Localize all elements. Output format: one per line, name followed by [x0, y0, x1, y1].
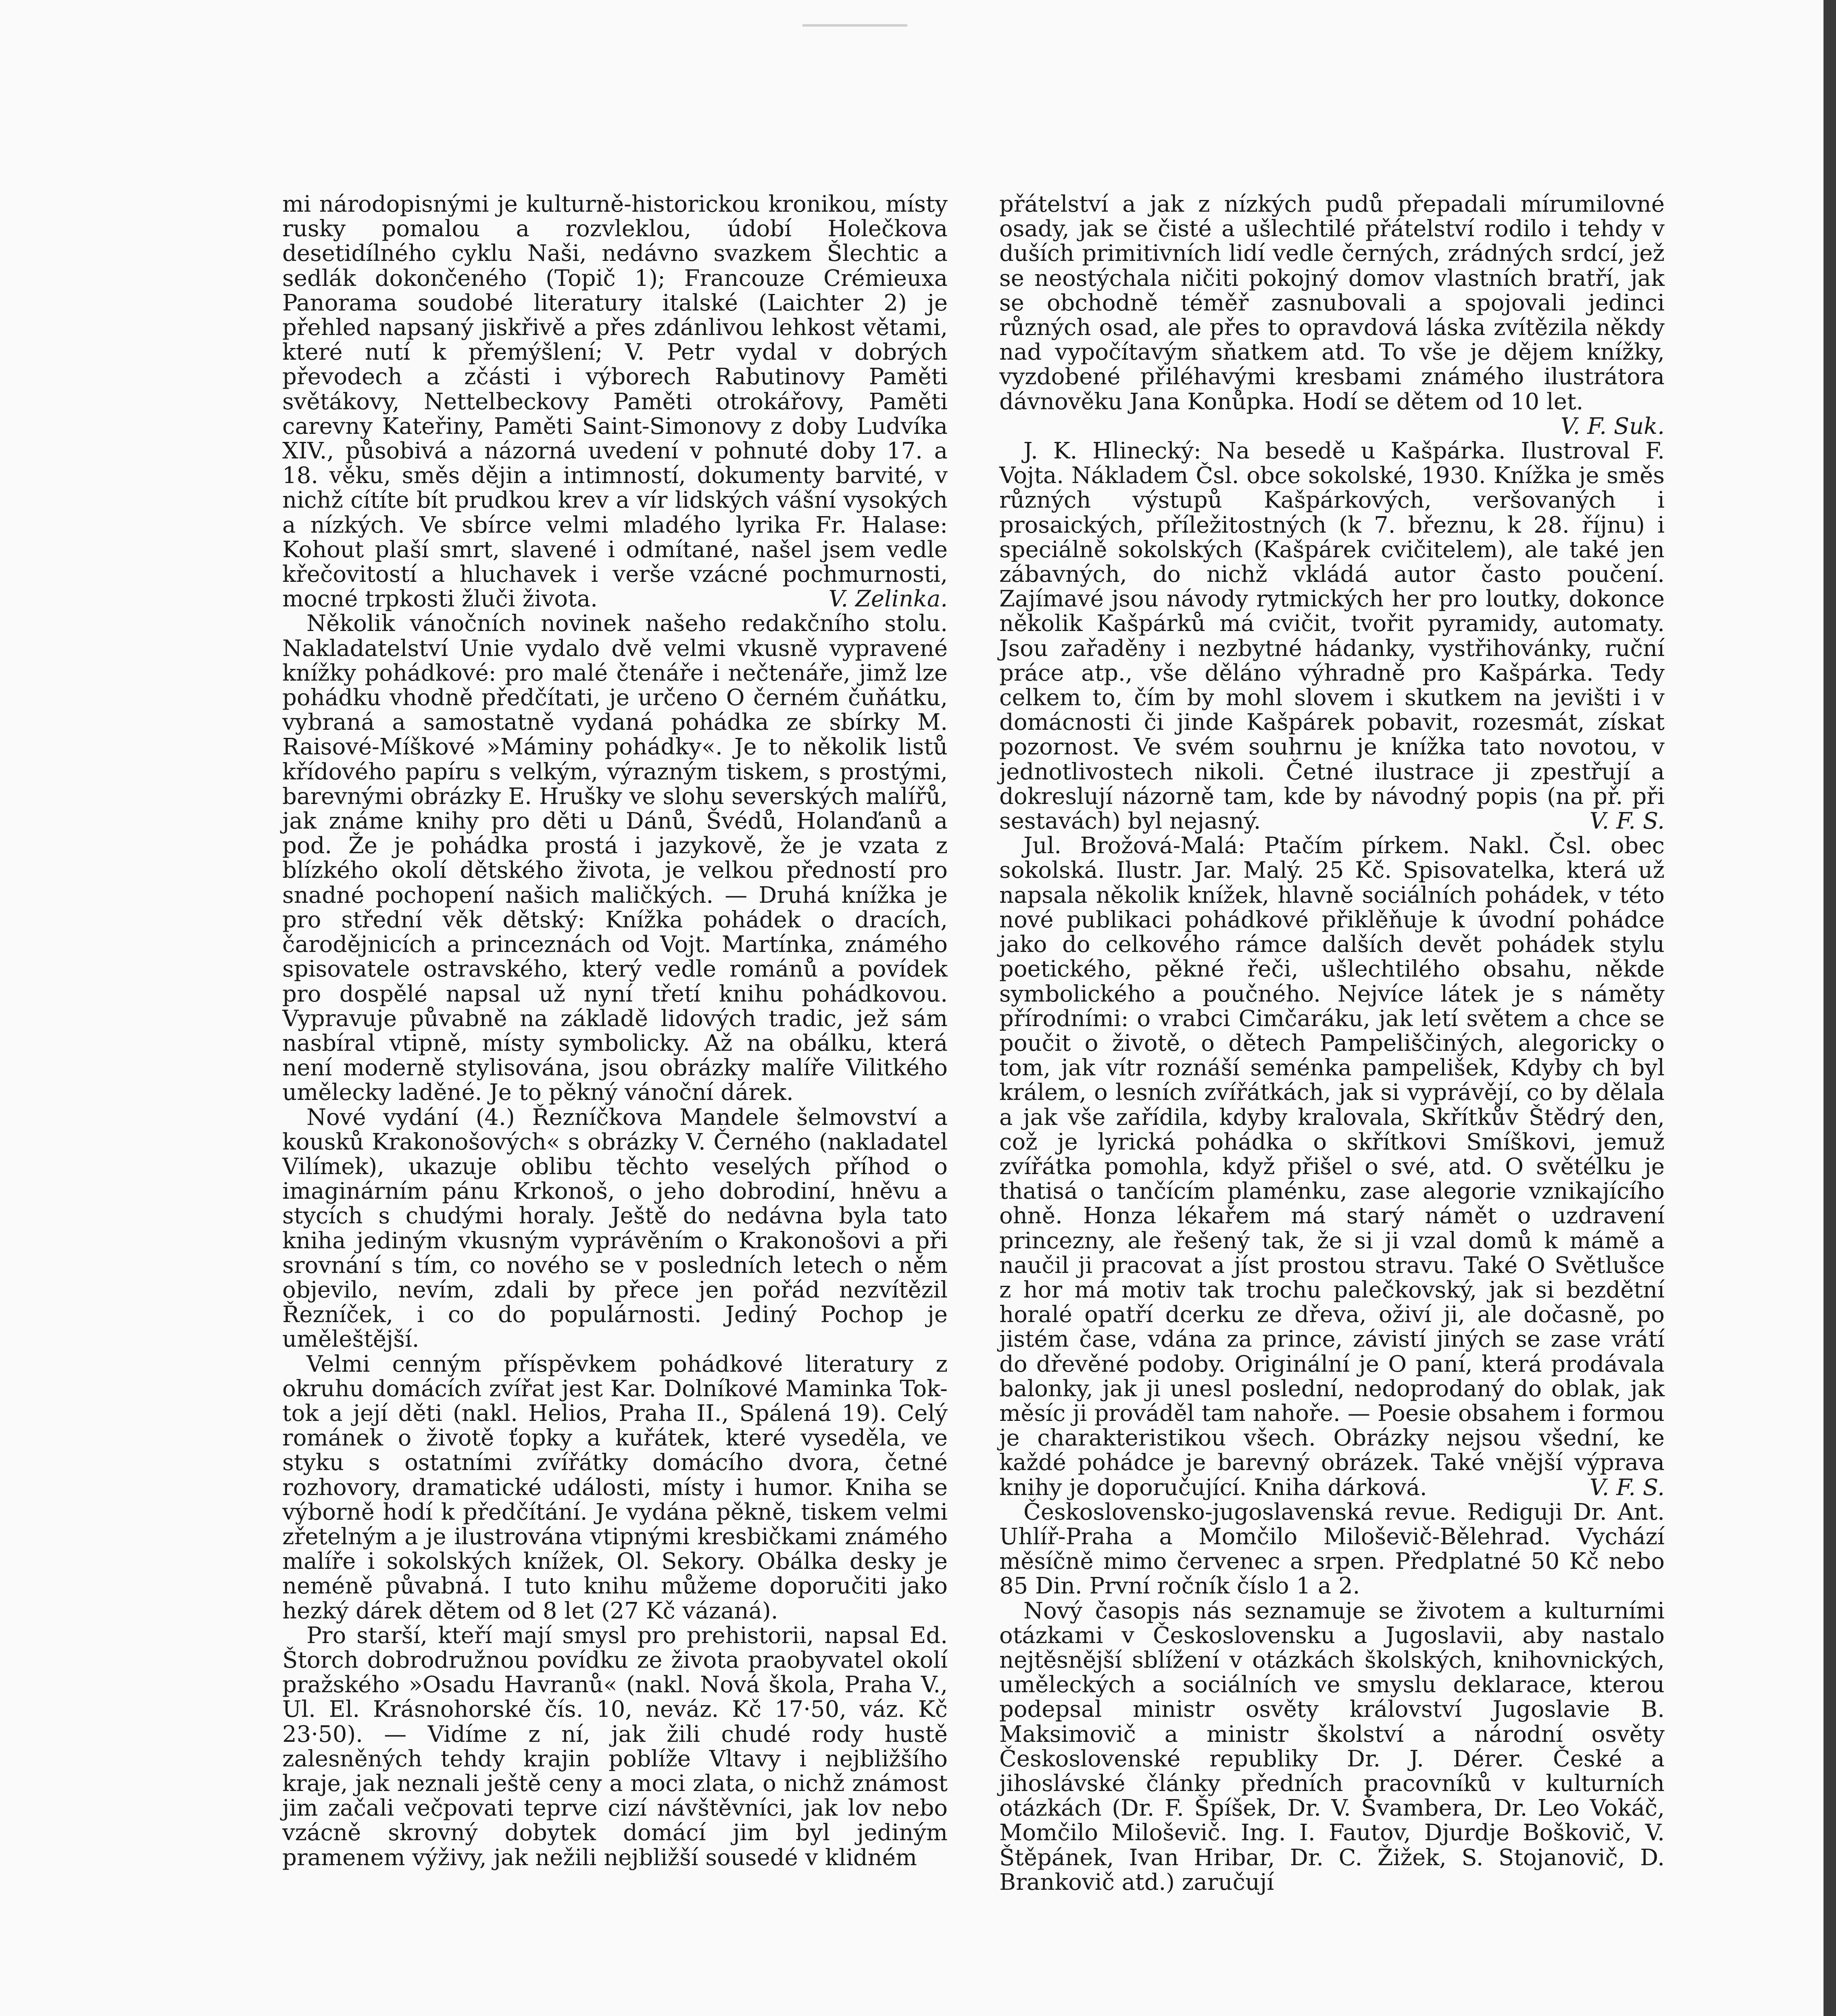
signature: V. Zelinka. — [828, 586, 948, 612]
left-column — [282, 192, 948, 1870]
signature: V. F. S. — [1589, 1474, 1665, 1501]
right-column — [999, 192, 1665, 1895]
paragraph-right-2: J. K. Hlinecký: Na besedě u Kašpárka. Ilustroval F. Vojta. Nákladem Čsl. obce sokolské, 1930. Knížka je směs různých výstupů Kašpárkových, veršovaných i prosaických, příležitostných (k 7. březnu, k 28. říjnu) i speciálně sokolských (Kašpárek cvičitelem), ale také jen zábavných, do nichž vkládá autor často poučení. Zajímavé jsou návody rytmických her pro loutky, dokonce několik Kašpárků má cvičit, tvořit pyramidy, automaty. Jsou zařaděny i nezbytné hádanky, vystřihovánky, ruční práce atp., vše děláno výhradně pro Kašpárka. Tedy celkem to, čím by mohl slovem i skutkem na jevišti i v domácnosti či jinde Kašpárek pobavit, rozesmát, získat pozornost. Ve svém souhrnu je knížka tato novotou, v jednotlivostech nikoli. Četné ilustrace ji zpestřují a dokreslují názorně tam, kde by návodný popis (na př. při sestavách) byl nejasný. V. F. S. — [999, 438, 1665, 835]
paragraph-left-4: Velmi cenným příspěvkem pohádkové literatury z okruhu domácích zvířat jest Kar. Dolníkové Maminka Tok-tok a její děti (nakl. Helios, Praha II., Spálená 19). Celý románek o životě ťopky a kuřátek, které vyseděla, ve styku s ostatními zvířátky domácího dvora, četné rozhovory, dramatické události, místy i humor. Kniha se výborně hodí k předčítání. Je vydána pěkně, tiskem velmi zřetelným a je ilustrována vtipnými kresbičkami známého malíře i sokolských knížek, Ol. Sekory. Obálka desky je neméně půvabná. I tuto knihu můžeme doporučiti jako hezký dárek dětem od 8 let (27 Kč vázaná). — [282, 1351, 948, 1624]
paragraph-right-4: Československo-jugoslavenská revue. Rediguji Dr. Ant. Uhlíř-Praha a Momčilo Miloševič-Bělehrad. Vychází měsíčně mimo červenec a srpen. Předplatné 50 Kč nebo 85 Din. První ročník číslo 1 a 2. — [999, 1499, 1665, 1599]
paragraph-right-1: přátelství a jak z nízkých pudů přepadali mírumilovné osady, jak se čisté a ušlechtilé přátelství rodilo i tehdy v duších primitivních lidí vedle černých, zrádných srdcí, jež se neostýchala ničiti pokojný domov vlastních bratří, jak se obchodně téměř zasnubovali a spojovali jedinci různých osad, ale přes to opravdová láska zvítězila někdy nad vypočítavým sňatkem atd. To vše je dějem knížky, vyzdobené přiléhavými kresbami známého ilustrátora dávnověku Jana Konůpka. Hodí se dětem od 10 let. V. F. Suk. — [999, 191, 1665, 439]
signature: V. F. S. — [1589, 808, 1665, 835]
paragraph-left-3: Nové vydání (4.) Řezníčkova Mandele šelmovství a kousků Krakonošových« s obrázky V. Černého (nakladatel Vilímek), ukazuje oblibu těchto veselých příhod o imaginárním pánu Krkonoš, o jeho dobrodiní, hněvu a stycích s chudými horaly. Ještě do nedávna byla tato kniha jediným vkusným vyprávěním o Krakonošovi a při srovnání s tím, co nového se v posledních letech o něm objevilo, nevím, zdali by přece jen pořád nezvítězil Řezníček, i co do populárnosti. Jediný Pochop je uměleštější. — [282, 1104, 948, 1353]
paragraph-left-2: Několik vánočních novinek našeho redakčního stolu. Nakladatelství Unie vydalo dvě velmi vkusně vypravené knížky pohádkové: pro malé čtenáře i nečtenáře, jimž lze pohádku vhodně předčítati, je určeno O černém čuňátku, vybraná a samostatně vydaná pohádka ze sbírky M. Raisové-Míškové »Máminy pohádky«. Je to několik listů křídového papíru s velkým, výrazným tiskem, s prostými, barevnými obrázky E. Hrušky ve slohu severských malířů, jak známe knihy pro děti u Dánů, Švédů, Holanďanů a pod. Že je pohádka prostá i jazykově, že je vzata z blízkého okolí dětského života, je velkou předností pro snadné pochopení našich maličkých. — Druhá knížka je pro střední věk dětský: Knížka pohádek o dracích, čarodějnicích a princeznách od Vojt. Martínka, známého spisovatele ostravského, který vedle románů a povídek pro dospělé napsal už nyní třetí knihu pohádkovou. Vypravuje půvabně na základě lidových tradic, jež sám nasbíral vtipně, místy symbolicky. Až na obálku, která není moderně stylisována, jsou obrázky malíře Vilitkého umělecky laděné. Je to pěkný vánoční dárek. — [282, 610, 948, 1106]
paragraph-left-1: mi národopisnými je kulturně-historickou kronikou, místy rusky pomalou a rozvleklou, údobí Holečkova desetidílného cyklu Naši, nedávno svazkem Šlechtic a sedlák dokončeného (Topič 1); Francouze Crémieuxa Panorama soudobé literatury italské (Laichter 2) je přehled napsaný jiskřivě a přes zdánlivou lehkost větami, které nutí k přemýšlení; V. Petr vydal v dobrých převodech a zčásti i výborech Rabutinovy Paměti světákovy, Nettelbeckovy Paměti otrokářovy, Paměti carevny Kateřiny, Paměti Saint-Simonovy z doby Ludvíka XIV., působivá a názorná uvedení v pohnuté doby 17. a 18. věku, směs dějin a intimností, dokumenty barvité, v nichž cítíte bít prudkou krev a vír lidských vášní vysokých a nízkých. Ve sbírce velmi mladého lyrika Fr. Halase: Kohout plaší smrt, slavené i odmítané, našel jsem vedle křečovitostí a hluchavek i verše vzácné pochmurnosti, mocné trpkosti žluči života. V. Zelinka. — [282, 191, 948, 612]
paragraph-left-5: Pro starší, kteří mají smysl pro prehistorii, napsal Ed. Štorch dobrodružnou povídku ze života praobyvatel okolí pražského »Osadu Havranů« (nakl. Nová škola, Praha V., Ul. El. Krásnohorské čís. 10, neváz. Kč 17·50, váz. Kč 23·50). — Vidíme z ní, jak žili chudé rody hustě zalesněných tehdy krajin poblíže Vltavy i nejbližšího kraje, jak neznali ještě ceny a moci zlata, o nichž známost jim začali večpovati teprve cizí návštěvníci, jak lov nebo vzácně skrovný dobytek domácí jim byl jediným pramenem výživy, jak nežili nejbližší sousedé v klidném — [282, 1622, 948, 1871]
signature: V. F. Suk. — [1560, 413, 1665, 439]
page-edge-shadow — [1823, 0, 1836, 2016]
top-smudge-rule — [802, 24, 907, 27]
paragraph-right-3: Jul. Brožová-Malá: Ptačím pírkem. Nakl. Čsl. obec sokolská. Ilustr. Jar. Malý. 25 Kč. Spisovatelka, která už napsala několik knížek, hlavně sociálních pohádek, v této nové publikaci pohádkové přiklěňuje k úvodní pohádce jako do celkového rámce dalších devět pohádek stylu poetického, pěkné řeči, ušlechtilého obsahu, někde symbolického a poučného. Nejvíce látek je s náměty přírodními: o vrabci Cimčaráku, jak letí světem a chce se poučit o životě, o dětech Pampeliščiných, alegoricky o tom, jak vítr roznáší seménka pampelišek, Kdyby ch byl králem, o lesních zvířátkách, jak si vyprávějí, co by dělala a jak vše zařídila, kdyby kralovala, Skřítkův Štědrý den, což je lyrická pohádka o skřítkovi Smíškovi, jemuž zvířátka pomohla, když přišel o své, atd. O světélku je thatisá o tančícím plaménku, zase alegorie vznikajícího ohně. Honza lékařem má starý námět o uzdravení princezny, ale řešený tak, že si ji vzal domů k mámě a naučil ji pracovat a jíst prostou stravu. Také O Světlušce z hor má motiv tak trochu palečkovský, jak si bezdětní horalé opatří dcerku ze dřeva, oživí ji, ale dočasně, po jistém čase, vdána za prince, závistí jiných se zase vrátí do dřevěné podoby. Originální je O paní, která prodávala balonky, jak ji unesl poslední, nedoprodaný do oblak, jak měsíc ji prováděl tam nahoře. — Poesie obsahem i formou je charakteristikou všech. Obrázky nejsou všední, ke každé pohádce je barevný obrázek. Také vnější výprava knihy je doporučující. Kniha dárková. V. F. S. — [999, 833, 1665, 1501]
paragraph-right-5: Nový časopis nás seznamuje se životem a kulturními otázkami v Československu a Jugoslavii, aby nastalo nejtěsnější sblížení v otázkách školských, knihovnických, uměleckých a sociálních ve smyslu deklarace, kterou podepsal ministr osvěty království Jugoslavie B. Maksimovič a ministr školství a národní osvěty Československé republiky Dr. J. Dérer. České a jihoslávské články předních pracovníků v kulturních otázkách (Dr. F. Špíšek, Dr. V. Švambera, Dr. Leo Vokáč, Momčilo Miloševič. Ing. I. Fautov, Djurdje Boškovič, V. Štěpánek, Ivan Hribar, Dr. C. Žižek, S. Stojanovič, D. Brankovič atd.) zaručují — [999, 1597, 1665, 1895]
